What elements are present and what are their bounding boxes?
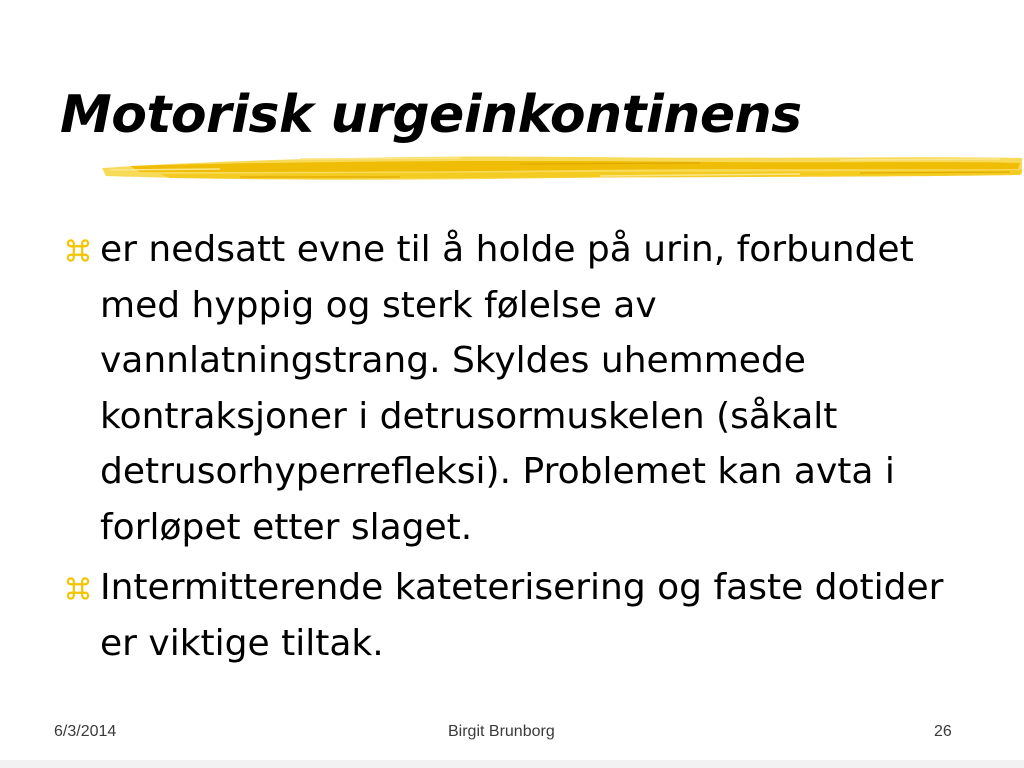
title-underline-brush-stroke bbox=[100, 146, 1024, 188]
bottom-band bbox=[0, 760, 1024, 768]
bullet-item bbox=[60, 222, 960, 555]
bullet-text: er nedsatt evne til å holde på urin, forbundet med hyppig og sterk følelse av vannlatningstrang. Skyldes uhemmede kontraksjoner i detrusormuskelen (såkalt detrusorhyperrefleksi). Problemet kan avta i forløpet etter slaget. bbox=[100, 229, 914, 548]
bullet-list bbox=[60, 222, 960, 676]
footer-author: Birgit Brunborg bbox=[448, 723, 555, 740]
bullet-item bbox=[60, 560, 960, 671]
command-key-icon bbox=[63, 575, 93, 602]
bullet-text: Intermitterende kateterisering og faste dotider er viktige tiltak. bbox=[100, 567, 944, 664]
slide-title: Motorisk urgeinkontinens bbox=[60, 85, 802, 145]
footer-date: 6/3/2014 bbox=[54, 723, 117, 740]
footer-page-number: 26 bbox=[934, 723, 952, 740]
command-key-icon bbox=[63, 237, 93, 264]
